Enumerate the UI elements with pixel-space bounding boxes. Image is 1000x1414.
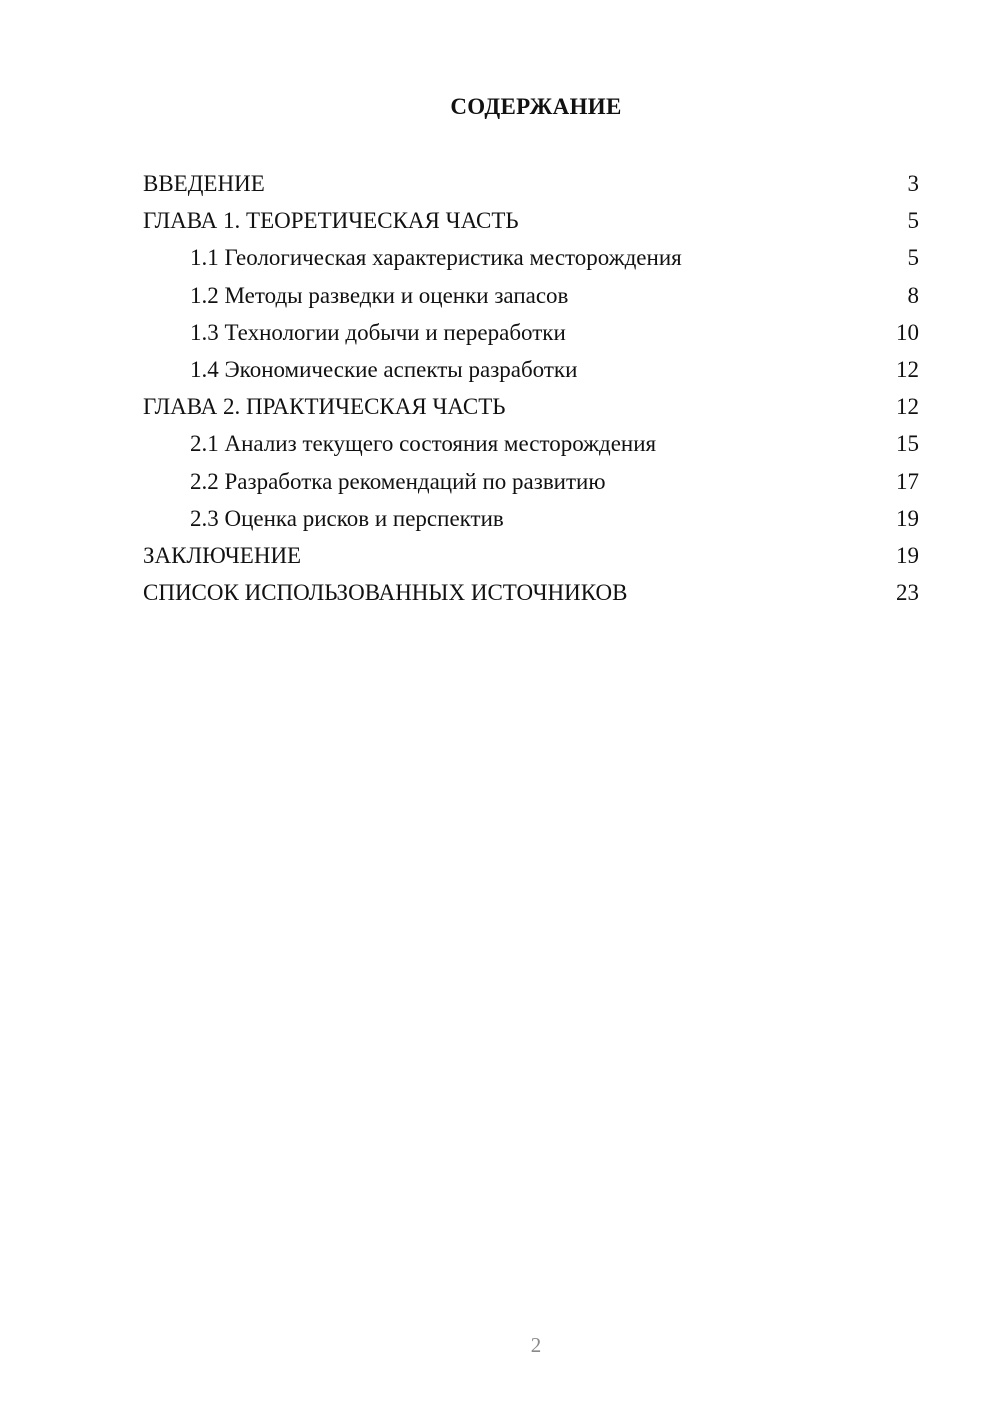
toc-entry-introduction[interactable]: [143, 165, 919, 202]
toc-entry-label: ГЛАВА 2. ПРАКТИЧЕСКАЯ ЧАСТЬ: [143, 394, 506, 420]
toc-entry-references[interactable]: [143, 574, 919, 611]
toc-entry-label: 2.1 Анализ текущего состояния месторождения: [190, 431, 657, 457]
page-title: СОДЕРЖАНИЕ: [450, 94, 622, 119]
toc-entry-section-2-1[interactable]: [143, 425, 919, 462]
toc-entry-label: СПИСОК ИСПОЛЬЗОВАННЫХ ИСТОЧНИКОВ: [143, 580, 628, 606]
toc-entry-label: 1.4 Экономические аспекты разработки: [190, 356, 578, 382]
toc-entry-chapter-1[interactable]: [143, 202, 919, 239]
toc-entry-label: 1.1 Геологическая характеристика месторождения: [190, 245, 682, 271]
toc-entry-page: 19: [896, 542, 919, 568]
toc-entry-label: 1.2 Методы разведки и оценки запасов: [190, 282, 569, 308]
toc-entry-label: ГЛАВА 1. ТЕОРЕТИЧЕСКАЯ ЧАСТЬ: [143, 208, 519, 234]
table-of-contents: [143, 165, 919, 611]
toc-entry-page: 15: [896, 431, 919, 457]
toc-entry-section-1-1[interactable]: [143, 239, 919, 276]
toc-entry-page: 10: [896, 319, 919, 345]
toc-entry-chapter-2[interactable]: [143, 388, 919, 425]
toc-entry-label: 2.2 Разработка рекомендаций по развитию: [190, 468, 606, 494]
toc-entry-section-1-4[interactable]: [143, 351, 919, 388]
toc-entry-page: 19: [896, 505, 919, 531]
toc-entry-page: 8: [907, 282, 919, 308]
toc-entry-page: 23: [896, 580, 919, 606]
toc-entry-label: ЗАКЛЮЧЕНИЕ: [143, 542, 302, 568]
toc-entry-page: 17: [896, 468, 919, 494]
page-number: 2: [530, 1333, 542, 1357]
toc-entry-label: 2.3 Оценка рисков и перспектив: [190, 505, 504, 531]
toc-entry-section-1-3[interactable]: [143, 314, 919, 351]
toc-entry-page: 12: [896, 394, 919, 420]
toc-entry-page: 5: [907, 245, 919, 271]
toc-entry-label: ВВЕДЕНИЕ: [143, 171, 265, 196]
toc-entry-section-1-2[interactable]: [143, 277, 919, 314]
toc-entry-page: 3: [907, 171, 919, 196]
toc-entry-section-2-3[interactable]: [143, 500, 919, 537]
toc-entry-conclusion[interactable]: [143, 537, 919, 574]
toc-entry-page: 5: [907, 208, 919, 234]
toc-entry-page: 12: [896, 356, 919, 382]
toc-entry-section-2-2[interactable]: [143, 463, 919, 500]
toc-entry-label: 1.3 Технологии добычи и переработки: [190, 319, 566, 345]
